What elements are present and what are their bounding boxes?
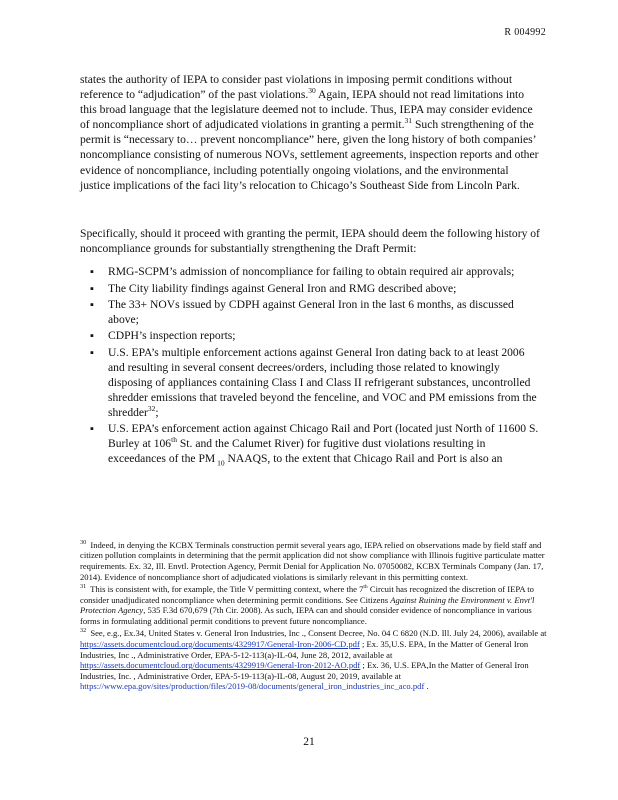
footnote-ref-30[interactable]: 30 <box>308 86 316 96</box>
paragraph-2: Specifically, should it proceed with granting the permit, IEPA should deem the following history of noncompliance grounds for substantially strengthening the Draft Permit: <box>80 227 540 256</box>
page-number: 21 <box>303 736 315 748</box>
list-item <box>80 282 540 297</box>
footnote-text: . <box>424 681 429 692</box>
footnote-text: ; Ex. 35,U.S. EPA, In the Matter of General Iron Industries, Inc ., Administrative Order, EPA-5-12-113(a)-IL-04, June 28, 2012, available at <box>80 638 529 660</box>
list-item-text: St. and the Calumet River) for fugitive dust violations resulting in exceedances of the PM <box>108 436 486 465</box>
paragraph-1-text-b: Again, IEPA should not read limitations into this broad language that the legislature deemed not to include. Thus, IEPA may consider evidence of noncompliance short of adjudicated violations in granting a permit. <box>80 88 533 132</box>
bullet-icon: ▪ <box>90 299 94 311</box>
footnote-text: This is consistent with, for example, the Title V permitting context, where the 7 <box>88 584 364 595</box>
list-item <box>80 298 540 328</box>
footnote-ref-32[interactable]: 32 <box>147 403 156 413</box>
pm10-subscript: 10 <box>215 458 225 468</box>
ordinal-suffix: th <box>171 435 177 445</box>
footnote-text: , 535 F.3d 670,679 (7th Cir. 2008). As such, IEPA can and should consider evidence of noncompliance in various forms in formulating additional permit conditions to prevent future noncompliance. <box>80 605 532 626</box>
list-item <box>80 422 540 467</box>
list-item-text-end: ; <box>155 405 159 419</box>
bullet-icon: ▪ <box>90 330 94 343</box>
footnote-text: Indeed, in denying the KCBX Terminals construction permit several years ago, IEPA relied on observations made by field staff and citizen pollution complaints in determining that the permit application did not show compliance with Illinois fugitive particulate matter requirements. Ex. 32, Ill. Envtl. Protection Agency, Permit Denial for Application No. 07050082, KCBX Terminals Company (Jan. 17, 2014). Evidence of noncompliance short of adjudicated violations is similarly relevant in this permitting context. <box>80 539 545 582</box>
link-2019-admin-order[interactable]: https://www.epa.gov/sites/production/files/2019-08/documents/general_iron_industries_inc_aco.pdf <box>80 681 425 692</box>
case-name: Against Ruining the Environment v. Envt'l Protection Agency <box>80 594 535 616</box>
paragraph-1-text-c: Such strengthening of the permit is “necessary to… prevent noncompliance” here, given the long history of both companies’ noncompliance consisting of numerous NOVs, settlement agreements, inspection reports and other evidence of noncompliance, including potentially ongoing violations, and the environmental justice implications of the faci lity’s relocation to Chicago’s Southeast Side from Lincoln Park. <box>80 118 539 192</box>
list-item-text: U.S. EPA’s multiple enforcement actions against General Iron dating back to at least 2006 and resulting in several consent decrees/orders, including those related to knowingly disposing of appliances containing Class I and Class II refrigerant substances, uncontrolled shredder emissions that traveled beyond the fenceline, and VOC and PM emissions from the shredder <box>108 345 537 419</box>
noncompliance-list <box>80 265 540 468</box>
list-item <box>80 346 540 421</box>
paragraph-1-text-a: states the authority of IEPA to consider past violations in imposing permit conditions without reference to “adjudication” of the past violations. <box>80 73 513 102</box>
footnote-text: See, e.g., Ex.34, United States v. General Iron Industries, Inc ., Consent Decree, No. 04 C 6820 (N.D. Ill. July 24, 2006), available at <box>88 628 547 639</box>
bullet-icon: ▪ <box>90 346 94 359</box>
paragraph-1 <box>80 72 540 193</box>
list-item-text: The 33+ NOVs issued by CDPH against General Iron in the last 6 months, as discussed above; <box>108 298 514 326</box>
list-item <box>80 329 540 344</box>
list-item-text: NAAQS, to the extent that Chicago Rail and Port is also an <box>224 451 503 465</box>
footnote-32 <box>80 626 550 691</box>
footnotes <box>80 538 550 692</box>
footnote-number: 30 <box>80 539 87 546</box>
ordinal-suffix: th <box>363 584 368 591</box>
list-item <box>80 265 540 280</box>
list-item-text: U.S. EPA’s enforcement action against Chicago Rail and Port (located just North of 11600 S. Burley at 106 <box>108 422 539 450</box>
list-item-text: CDPH’s inspection reports; <box>108 329 236 343</box>
footnote-ref-31[interactable]: 31 <box>404 116 413 126</box>
bullet-icon: ▪ <box>90 423 94 436</box>
bullet-icon: ▪ <box>90 266 94 278</box>
footnote-number: 32 <box>80 627 87 635</box>
list-item-text: The City liability findings against General Iron and RMG described above; <box>108 281 457 295</box>
footnote-31 <box>80 582 550 626</box>
footnote-number: 31 <box>80 583 87 591</box>
link-2006-consent-decree[interactable]: https://assets.documentcloud.org/documents/4329917/General-Iron-2006-CD.pdf <box>80 638 360 649</box>
footnote-text: Circuit has recognized the discretion of IEPA to consider unadjudicated noncompliance when determining permit conditions. See Citizens <box>80 584 534 605</box>
link-2012-admin-order[interactable]: https://assets.documentcloud.org/documents/4329919/General-Iron-2012-AO.pdf <box>80 660 361 671</box>
list-item-text: RMG-SCPM’s admission of noncompliance for failing to obtain required air approvals; <box>108 265 515 278</box>
bates-number: R 004992 <box>504 27 546 38</box>
bullet-icon: ▪ <box>90 282 94 295</box>
footnote-30 <box>80 538 550 582</box>
footnote-text: ; Ex. 36, U.S. EPA,In the Matter of General Iron Industries, Inc. , Administrative Order, EPA-5-19-113(a)-IL-08, August 20, 2019, available at <box>80 660 529 681</box>
